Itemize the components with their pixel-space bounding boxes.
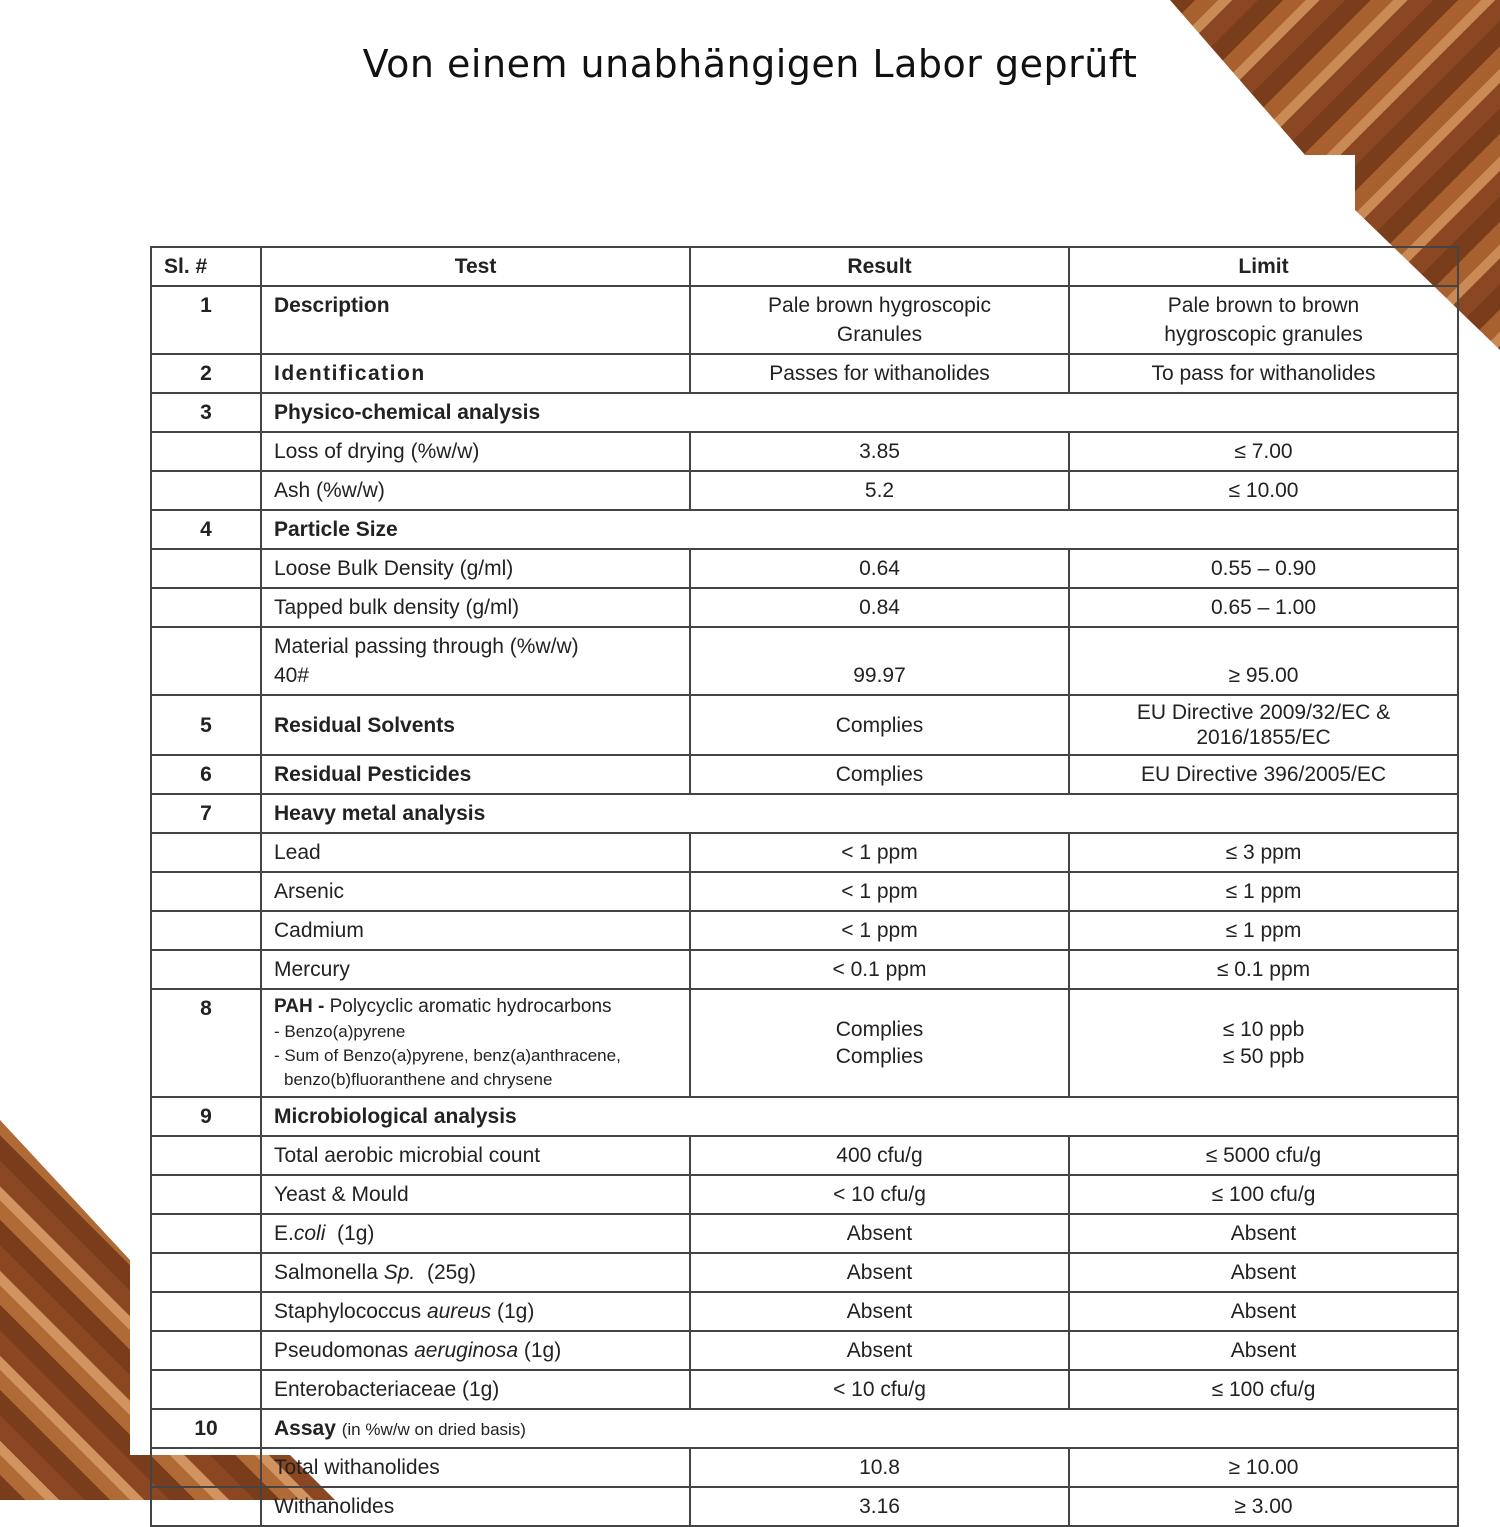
- limit-cell: ≥ 3.00: [1069, 1487, 1458, 1526]
- limit-line: hygroscopic granules: [1164, 323, 1363, 346]
- organism-genus: Staphylococcus: [274, 1300, 422, 1323]
- limit-cell: ≤ 1 ppm: [1069, 911, 1458, 950]
- result-cell: < 0.1 ppm: [690, 950, 1069, 989]
- test-name-bold: PAH -: [274, 996, 325, 1017]
- limit-cell: ≤ 1 ppm: [1069, 872, 1458, 911]
- limit-cell: Absent: [1069, 1253, 1458, 1292]
- limit-cell: ≤ 10.00: [1069, 471, 1458, 510]
- limit-cell: ≤ 100 cfu/g: [1069, 1175, 1458, 1214]
- test-name: Arsenic: [261, 872, 690, 911]
- test-name: [261, 989, 690, 1097]
- table-row: [151, 354, 1458, 393]
- result-cell: 400 cfu/g: [690, 1136, 1069, 1175]
- sample-size: (1g): [337, 1222, 375, 1245]
- sub-item: - Benzo(a)pyrene: [274, 1022, 406, 1041]
- result-cell: Absent: [690, 1214, 1069, 1253]
- limit-cell: Absent: [1069, 1331, 1458, 1370]
- header-sl-no: Sl. #: [151, 247, 261, 286]
- test-name: Total aerobic microbial count: [261, 1136, 690, 1175]
- result-cell: < 10 cfu/g: [690, 1370, 1069, 1409]
- limit-cell: ≥ 95.00: [1069, 627, 1458, 695]
- row-number: 9: [151, 1097, 261, 1136]
- result-cell: < 1 ppm: [690, 911, 1069, 950]
- organism-species: aeruginosa: [414, 1339, 519, 1362]
- test-name: Tapped bulk density (g/ml): [261, 588, 690, 627]
- sample-size: (1g): [497, 1300, 535, 1323]
- table-row: [151, 627, 1458, 695]
- limit-cell: EU Directive 396/2005/EC: [1069, 755, 1458, 794]
- table-row: [151, 432, 1458, 471]
- table-row: [151, 286, 1458, 354]
- table-row: [151, 588, 1458, 627]
- header-test: Test: [261, 247, 690, 286]
- sample-size: (1g): [523, 1339, 562, 1362]
- test-name: [261, 1292, 690, 1331]
- limit-cell: 0.55 – 0.90: [1069, 549, 1458, 588]
- limit-line: EU Directive 2009/32/EC &: [1136, 701, 1391, 724]
- limit-cell: Absent: [1069, 1214, 1458, 1253]
- section-title: Microbiological analysis: [261, 1097, 1458, 1136]
- result-cell: 3.16: [690, 1487, 1069, 1526]
- test-name-line: 40#: [274, 664, 310, 687]
- page-title: Von einem unabhängigen Labor geprüft: [362, 42, 1138, 86]
- organism-prefix: E.: [274, 1222, 294, 1245]
- table-row: [151, 1448, 1458, 1487]
- limit-cell: To pass for withanolides: [1069, 354, 1458, 393]
- test-name: Yeast & Mould: [261, 1175, 690, 1214]
- result-cell: 0.64: [690, 549, 1069, 588]
- table-row: [151, 471, 1458, 510]
- organism-species: aureus: [426, 1300, 492, 1323]
- result-cell: Complies: [690, 755, 1069, 794]
- test-name: Loss of drying (%w/w): [261, 432, 690, 471]
- test-name: Loose Bulk Density (g/ml): [261, 549, 690, 588]
- table-row: [151, 872, 1458, 911]
- row-number: 1: [151, 286, 261, 354]
- table-row: [151, 1370, 1458, 1409]
- test-name: Residual Solvents: [261, 695, 690, 755]
- limit-cell: ≤ 3 ppm: [1069, 833, 1458, 872]
- row-number: 2: [151, 354, 261, 393]
- row-number: 8: [151, 989, 261, 1097]
- result-cell: 99.97: [690, 627, 1069, 695]
- test-name: Lead: [261, 833, 690, 872]
- result-line: Complies: [835, 1018, 924, 1041]
- test-name: Residual Pesticides: [261, 755, 690, 794]
- limit-line: ≤ 50 ppb: [1222, 1045, 1305, 1068]
- test-name: Total withanolides: [261, 1448, 690, 1487]
- organism-genus: Pseudomonas: [274, 1339, 409, 1362]
- limit-cell: [1069, 286, 1458, 354]
- limit-line: Pale brown to brown: [1167, 294, 1360, 317]
- section-row: [151, 393, 1458, 432]
- section-note: (in %w/w on dried basis): [341, 1420, 526, 1439]
- section-title: Particle Size: [261, 510, 1458, 549]
- section-row: [151, 510, 1458, 549]
- result-cell: [690, 989, 1069, 1097]
- limit-cell: 0.65 – 1.00: [1069, 588, 1458, 627]
- test-name-line: Material passing through (%w/w): [274, 635, 579, 658]
- limit-cell: Absent: [1069, 1292, 1458, 1331]
- result-cell: Absent: [690, 1331, 1069, 1370]
- section-title: [261, 1409, 1458, 1448]
- test-results-table: [150, 246, 1459, 1527]
- result-cell: Passes for withanolides: [690, 354, 1069, 393]
- table-header-row: [151, 247, 1458, 286]
- table-row: [151, 549, 1458, 588]
- row-number: 6: [151, 755, 261, 794]
- table-row: [151, 755, 1458, 794]
- row-number: 4: [151, 510, 261, 549]
- table-row: [151, 1487, 1458, 1526]
- limit-cell: ≤ 100 cfu/g: [1069, 1370, 1458, 1409]
- sub-item: - Sum of Benzo(a)pyrene, benz(a)anthracene,: [274, 1046, 621, 1065]
- limit-cell: ≤ 5000 cfu/g: [1069, 1136, 1458, 1175]
- result-cell: 10.8: [690, 1448, 1069, 1487]
- section-row: [151, 1097, 1458, 1136]
- organism-species: coli: [293, 1222, 326, 1245]
- result-cell: 3.85: [690, 432, 1069, 471]
- test-name: [261, 1253, 690, 1292]
- section-title: Heavy metal analysis: [261, 794, 1458, 833]
- limit-cell: [1069, 989, 1458, 1097]
- result-cell: 0.84: [690, 588, 1069, 627]
- organism-species: Sp.: [383, 1261, 416, 1284]
- result-cell: < 1 ppm: [690, 833, 1069, 872]
- table-row: [151, 911, 1458, 950]
- table-row: [151, 1136, 1458, 1175]
- limit-cell: ≤ 7.00: [1069, 432, 1458, 471]
- table-row: [151, 695, 1458, 755]
- table-row: [151, 989, 1458, 1097]
- limit-cell: ≥ 10.00: [1069, 1448, 1458, 1487]
- result-cell: 5.2: [690, 471, 1069, 510]
- test-name: [261, 627, 690, 695]
- table-row: [151, 1214, 1458, 1253]
- header-result: Result: [690, 247, 1069, 286]
- limit-line: ≤ 10 ppb: [1222, 1018, 1305, 1041]
- result-cell: [690, 286, 1069, 354]
- test-name: Cadmium: [261, 911, 690, 950]
- section-title-text: Assay: [274, 1417, 336, 1440]
- row-number: 5: [151, 695, 261, 755]
- test-name: [261, 1214, 690, 1253]
- result-cell: Complies: [690, 695, 1069, 755]
- limit-cell: ≤ 0.1 ppm: [1069, 950, 1458, 989]
- test-name: [261, 1331, 690, 1370]
- section-title: Physico-chemical analysis: [261, 393, 1458, 432]
- result-line: Granules: [836, 323, 923, 346]
- table-row: [151, 833, 1458, 872]
- table-row: [151, 1331, 1458, 1370]
- sub-item: benzo(b)fluoranthene and chrysene: [284, 1070, 553, 1089]
- result-cell: Absent: [690, 1292, 1069, 1331]
- row-number: 10: [151, 1409, 261, 1448]
- test-name-rest: Polycyclic aromatic hydrocarbons: [329, 996, 612, 1017]
- test-name: Identification: [261, 354, 690, 393]
- section-row: [151, 1409, 1458, 1448]
- test-name: Description: [261, 286, 690, 354]
- test-name: Withanolides: [261, 1487, 690, 1526]
- row-number: 7: [151, 794, 261, 833]
- test-name: Ash (%w/w): [261, 471, 690, 510]
- result-line: Complies: [835, 1045, 924, 1068]
- result-cell: Absent: [690, 1253, 1069, 1292]
- table-row: [151, 1175, 1458, 1214]
- result-line: Pale brown hygroscopic: [768, 294, 991, 317]
- table-row: [151, 1292, 1458, 1331]
- result-cell: < 1 ppm: [690, 872, 1069, 911]
- sample-size: (25g): [426, 1261, 476, 1284]
- section-row: [151, 794, 1458, 833]
- result-cell: < 10 cfu/g: [690, 1175, 1069, 1214]
- row-number: 3: [151, 393, 261, 432]
- test-name: Enterobacteriaceae (1g): [261, 1370, 690, 1409]
- table-row: [151, 950, 1458, 989]
- table-row: [151, 1253, 1458, 1292]
- header-limit: Limit: [1069, 247, 1458, 286]
- lab-report: [150, 246, 1391, 1527]
- test-name: Mercury: [261, 950, 690, 989]
- limit-line: 2016/1855/EC: [1196, 726, 1331, 749]
- organism-genus: Salmonella: [274, 1261, 378, 1284]
- limit-cell: [1069, 695, 1458, 755]
